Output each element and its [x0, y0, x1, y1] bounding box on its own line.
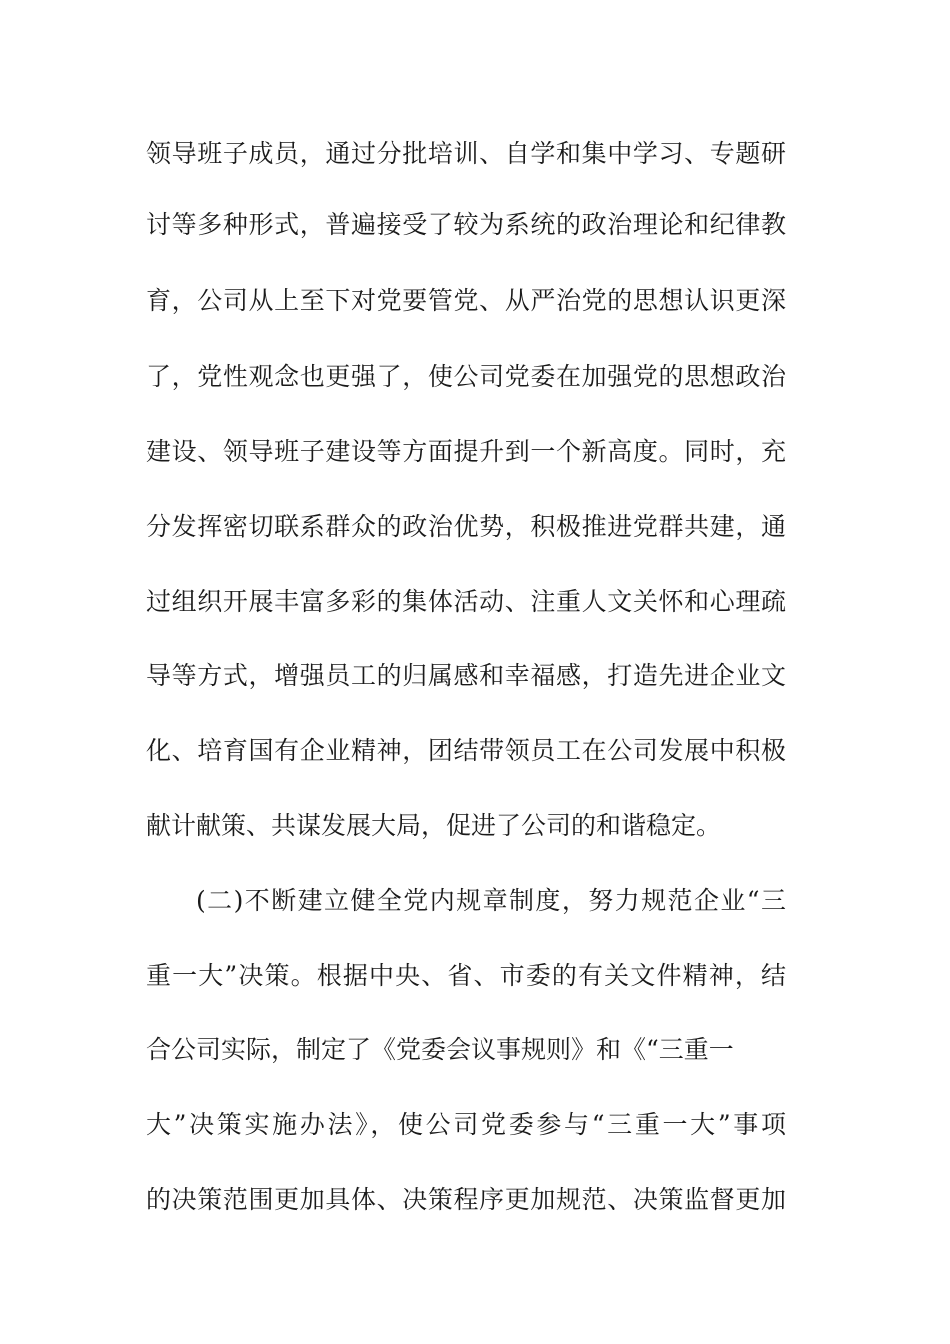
paragraph-line: 讨等多种形式，普遍接受了较为系统的政治理论和纪律教 — [146, 210, 786, 239]
paragraph-line: 了，党性观念也更强了，使公司党委在加强党的思想政治 — [146, 362, 786, 391]
paragraph-line: 建设、领导班子建设等方面提升到一个新高度。同时，充 — [146, 437, 786, 466]
paragraph-line: 的决策范围更加具体、决策程序更加规范、决策监督更加 — [146, 1185, 786, 1214]
paragraph-line: 过组织开展丰富多彩的集体活动、注重人文关怀和心理疏 — [146, 587, 786, 616]
paragraph-line: 导等方式，增强员工的归属感和幸福感，打造先进企业文 — [146, 661, 786, 690]
paragraph-line: 分发挥密切联系群众的政治优势，积极推进党群共建，通 — [146, 512, 786, 541]
paragraph-line: 育，公司从上至下对党要管党、从严治党的思想认识更深 — [146, 286, 786, 315]
paragraph-line: 领导班子成员，通过分批培训、自学和集中学习、专题研 — [146, 139, 786, 168]
paragraph-line: 合公司实际，制定了《党委会议事规则》和《“三重一 — [146, 1035, 734, 1064]
section-heading-line: (二)不断建立健全党内规章制度，努力规范企业“三 — [196, 886, 786, 915]
paragraph-line: 献计献策、共谋发展大局，促进了公司的和谐稳定。 — [146, 811, 722, 840]
paragraph-line: 重一大”决策。根据中央、省、市委的有关文件精神，结 — [146, 961, 786, 990]
paragraph-line: 大”决策实施办法》，使公司党委参与“三重一大”事项 — [146, 1110, 786, 1139]
paragraph-line: 化、培育国有企业精神，团结带领员工在公司发展中积极 — [146, 736, 786, 765]
